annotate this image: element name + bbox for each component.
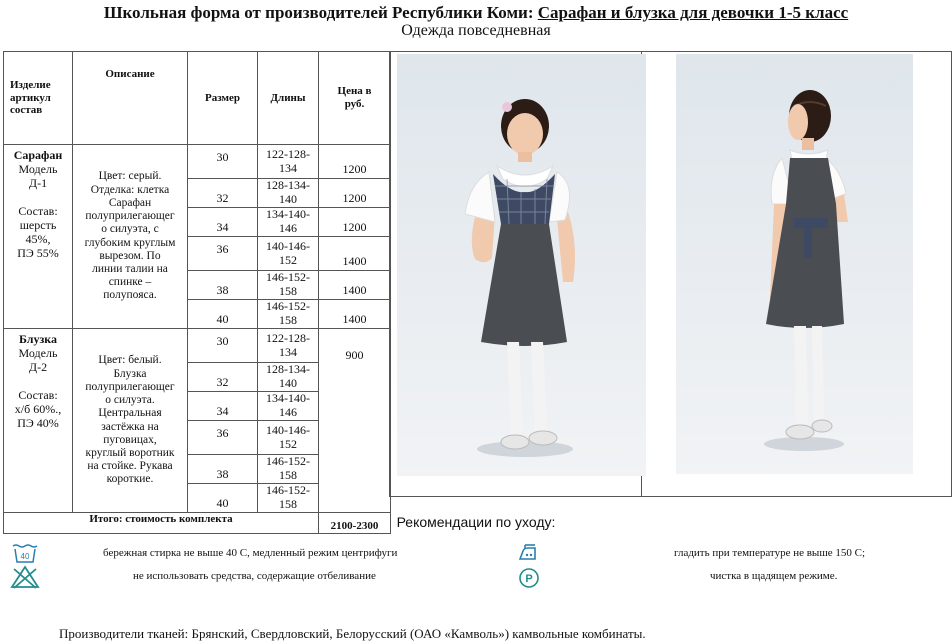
girl-back-illustration bbox=[676, 54, 913, 474]
price-cell: 1200 bbox=[319, 145, 391, 179]
length-cell: 146-152- 158 bbox=[258, 484, 319, 513]
dry-clean-p-icon bbox=[518, 567, 540, 589]
header-item: Изделие артикул состав bbox=[4, 52, 73, 145]
page-title: Школьная форма от производителей Республики Коми: Сарафан и блузка для девочки 1-5 класс bbox=[103, 3, 849, 22]
price-cell: 1400 bbox=[319, 237, 391, 271]
header-lengths: Длины bbox=[258, 52, 319, 145]
header-size: Размер bbox=[188, 52, 258, 145]
size-cell: 30 bbox=[188, 329, 258, 363]
girl-front-illustration bbox=[397, 54, 646, 476]
price-cell: 1200 bbox=[319, 179, 391, 208]
size-cell: 32 bbox=[188, 363, 258, 392]
length-cell: 128-134- 140 bbox=[258, 179, 319, 208]
care-iron-text: гладить при температуре не выше 150 С; bbox=[674, 547, 866, 559]
size-cell: 30 bbox=[188, 145, 258, 179]
size-cell: 38 bbox=[188, 271, 258, 300]
photo-back bbox=[676, 54, 913, 474]
length-cell: 146-152- 158 bbox=[258, 300, 319, 329]
care-title: Рекомендации по уходу: bbox=[396, 514, 556, 530]
size-cell: 34 bbox=[188, 208, 258, 237]
photo-front bbox=[397, 54, 646, 476]
product-table bbox=[3, 51, 391, 534]
price-cell: 1400 bbox=[319, 271, 391, 300]
footer-fabric-producers: Производители тканей: Брянский, Свердловский, Белорусский (ОАО «Камволь») камвольные комбинаты. bbox=[59, 626, 646, 641]
length-cell: 122-128- 134 bbox=[258, 145, 319, 179]
length-cell: 128-134- 140 bbox=[258, 363, 319, 392]
price-cell: 1200 bbox=[319, 208, 391, 237]
size-cell: 36 bbox=[188, 421, 258, 455]
size-cell: 34 bbox=[188, 392, 258, 421]
length-cell: 140-146- 152 bbox=[258, 237, 319, 271]
product-sarafan-cell: Сарафан Модель Д-1 Состав: шерсть 45%, ПЭ 55% bbox=[4, 145, 73, 329]
wash-40-icon bbox=[12, 543, 38, 563]
table-row bbox=[4, 329, 391, 363]
size-cell: 40 bbox=[188, 484, 258, 513]
svg-text:P: P bbox=[525, 573, 533, 585]
length-cell: 146-152- 158 bbox=[258, 271, 319, 300]
header-description: Описание bbox=[73, 52, 188, 145]
table-header-row bbox=[4, 52, 391, 145]
size-cell: 32 bbox=[188, 179, 258, 208]
iron-icon bbox=[517, 544, 539, 562]
length-cell: 146-152- 158 bbox=[258, 455, 319, 484]
length-cell: 134-140- 146 bbox=[258, 392, 319, 421]
svg-text:40: 40 bbox=[20, 552, 30, 561]
length-cell: 122-128- 134 bbox=[258, 329, 319, 363]
size-cell: 40 bbox=[188, 300, 258, 329]
no-bleach-icon bbox=[10, 565, 40, 589]
care-bleach-text: не использовать средства, содержащие отбеливание bbox=[133, 570, 376, 582]
price-cell: 900 bbox=[319, 329, 391, 513]
length-cell: 134-140- 146 bbox=[258, 208, 319, 237]
table-row bbox=[4, 145, 391, 179]
page-subtitle: Одежда повседневная bbox=[401, 22, 551, 39]
header-price: Цена в руб. bbox=[319, 52, 391, 145]
care-dryclean-text: чистка в щадящем режиме. bbox=[710, 570, 838, 582]
product-sarafan-description: Цвет: серый. Отделка: клетка Сарафан полуприлегающег о силуэта, с глубоким круглым вырезом. По линии талии на спинке – полупояса. bbox=[73, 145, 188, 329]
total-label: Итого: стоимость комплекта bbox=[4, 513, 319, 534]
size-cell: 36 bbox=[188, 237, 258, 271]
total-value: 2100-2300 bbox=[319, 513, 391, 534]
care-wash-text: бережная стирка не выше 40 С, медленный режим центрифуги bbox=[103, 547, 398, 559]
product-bluzka-cell: Блузка Модель Д-2 Состав: х/б 60%., ПЭ 40% bbox=[4, 329, 73, 513]
product-bluzka-description: Цвет: белый. Блузка полуприлегающег о силуэта. Центральная застёжка на пуговицах, круглый воротник на стойке. Рукава короткие. bbox=[73, 329, 188, 513]
size-cell: 38 bbox=[188, 455, 258, 484]
price-cell: 1400 bbox=[319, 300, 391, 329]
length-cell: 140-146- 152 bbox=[258, 421, 319, 455]
